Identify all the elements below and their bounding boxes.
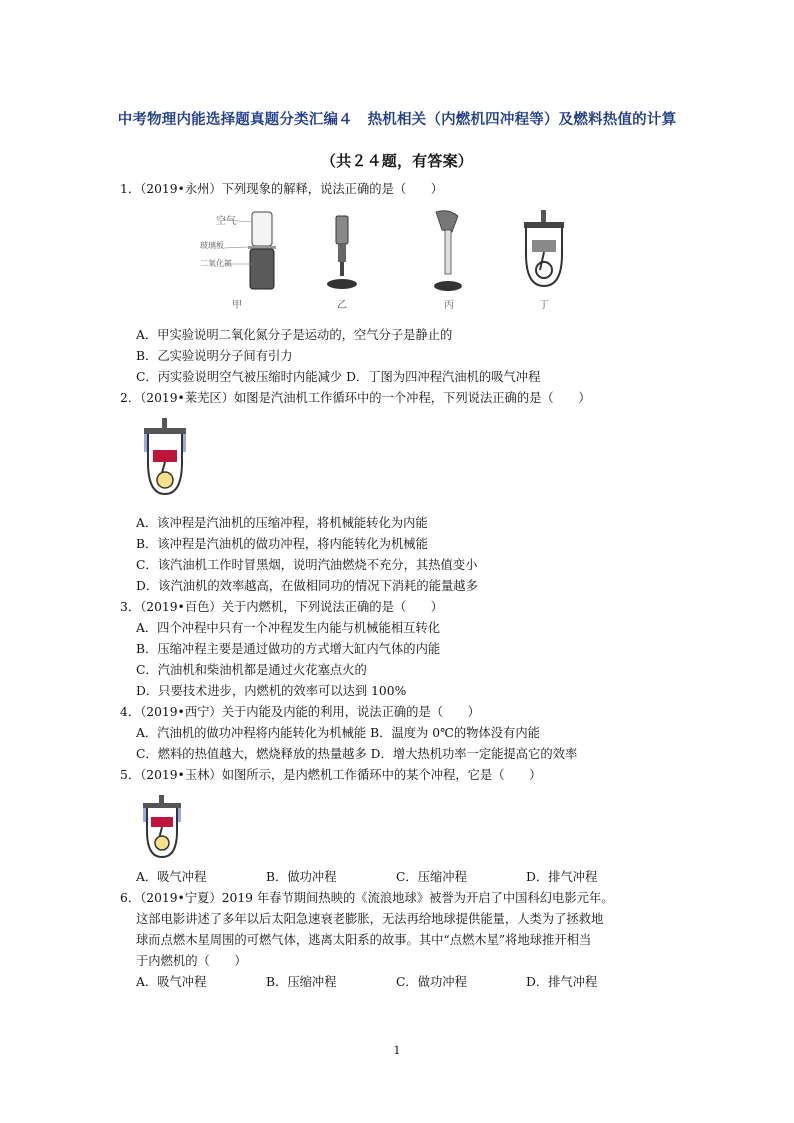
q5-option-d: D．排气冲程 bbox=[526, 870, 598, 884]
q2-figure-engine bbox=[140, 418, 190, 498]
q6-option-d: D．排气冲程 bbox=[526, 975, 598, 989]
q6-options bbox=[136, 973, 656, 991]
q1-label-air: 空气 bbox=[216, 216, 236, 227]
q5-option-b: B．做功冲程 bbox=[266, 870, 337, 884]
question-6-stem-line4: 于内燃机的（ ） bbox=[136, 954, 247, 968]
q2-option-a: A．该冲程是汽油机的压缩冲程，将机械能转化为内能 bbox=[136, 516, 428, 530]
q5-figure-engine bbox=[140, 795, 184, 859]
q1-figure-b-lead-blocks bbox=[322, 214, 362, 300]
q1-label-c: 丙 bbox=[444, 300, 454, 311]
q1-figure-c-compression bbox=[428, 208, 468, 300]
question-5-stem: 5．（2019•玉林）如图所示，是内燃机工作循环中的某个冲程，它是（ ） bbox=[120, 768, 542, 782]
q1-label-b: 乙 bbox=[337, 300, 347, 311]
q3-option-d: D．只要技术进步，内燃机的效率可以达到 100% bbox=[136, 684, 407, 698]
q3-option-c: C．汽油机和柴油机都是通过火花塞点火的 bbox=[136, 663, 367, 677]
page-number: 1 bbox=[393, 1044, 401, 1057]
q2-option-b: B．该冲程是汽油机的做功冲程，将内能转化为机械能 bbox=[136, 537, 428, 551]
question-4-stem: 4．（2019•西宁）关于内能及内能的利用，说法正确的是（ ） bbox=[120, 705, 480, 719]
q1-figure-a-diffusion bbox=[200, 208, 290, 300]
q2-option-c: C．该汽油机工作时冒黑烟，说明汽油燃烧不充分，其热值变小 bbox=[136, 558, 478, 572]
q5-options bbox=[136, 868, 656, 886]
q1-label-no2: 二氧化氮 bbox=[200, 259, 232, 268]
q4-option-ab: A．汽油机的做功冲程将内能转化为机械能 B．温度为 0℃的物体没有内能 bbox=[136, 726, 540, 740]
q1-label-glass: 玻璃板 bbox=[200, 241, 224, 250]
q6-option-c: C．做功冲程 bbox=[396, 975, 467, 989]
question-2-stem: 2．（2019•莱芜区）如图是汽油机工作循环中的一个冲程，下列说法正确的是（ ） bbox=[120, 391, 591, 405]
q1-option-b: B．乙实验说明分子间有引力 bbox=[136, 349, 293, 363]
q4-option-cd: C．燃料的热值越大，燃烧释放的热量越多 D．增大热机功率一定能提高它的效率 bbox=[136, 747, 578, 761]
document-title: 中考物理内能选择题真题分类汇编４ 热机相关（内燃机四冲程等）及燃料热值的计算 bbox=[117, 112, 677, 128]
question-6-stem-line2: 这部电影讲述了多年以后太阳急速衰老膨胀，无法再给地球提供能量，人类为了拯救地 bbox=[136, 912, 604, 926]
q1-label-d: 丁 bbox=[539, 300, 549, 311]
q5-option-a: A．吸气冲程 bbox=[136, 870, 207, 884]
q2-option-d: D．该汽油机的效率越高，在做相同功的情况下消耗的能量越多 bbox=[136, 579, 478, 593]
q1-option-a: A．甲实验说明二氧化氮分子是运动的，空气分子是静止的 bbox=[136, 328, 453, 342]
q1-option-cd: C．丙实验说明空气被压缩时内能减少 D．丁图为四冲程汽油机的吸气冲程 bbox=[136, 370, 541, 384]
q1-label-a: 甲 bbox=[232, 300, 242, 311]
q3-option-b: B．压缩冲程主要是通过做功的方式增大缸内气体的内能 bbox=[136, 642, 441, 656]
document-subtitle: （共２４题，有答案） bbox=[320, 152, 473, 170]
question-6-stem-line1: 6．（2019•宁夏）2019 年春节期间热映的《流浪地球》被誉为开启了中国科幻电影元年。 bbox=[120, 891, 614, 905]
q3-option-a: A．四个冲程中只有一个冲程发生内能与机械能相互转化 bbox=[136, 621, 441, 635]
q6-option-a: A．吸气冲程 bbox=[136, 975, 207, 989]
q6-option-b: B．压缩冲程 bbox=[266, 975, 337, 989]
q5-option-c: C．压缩冲程 bbox=[396, 870, 467, 884]
q1-figure-d-engine bbox=[518, 210, 570, 292]
question-3-stem: 3．（2019•百色）关于内燃机，下列说法正确的是（ ） bbox=[120, 600, 444, 614]
question-1-stem: 1．（2019•永州）下列现象的解释，说法正确的是（ ） bbox=[120, 182, 444, 196]
question-6-stem-line3: 球而点燃木星周围的可燃气体，逃离太阳系的故事。其中“点燃木星”将地球推开相当 bbox=[136, 933, 592, 947]
